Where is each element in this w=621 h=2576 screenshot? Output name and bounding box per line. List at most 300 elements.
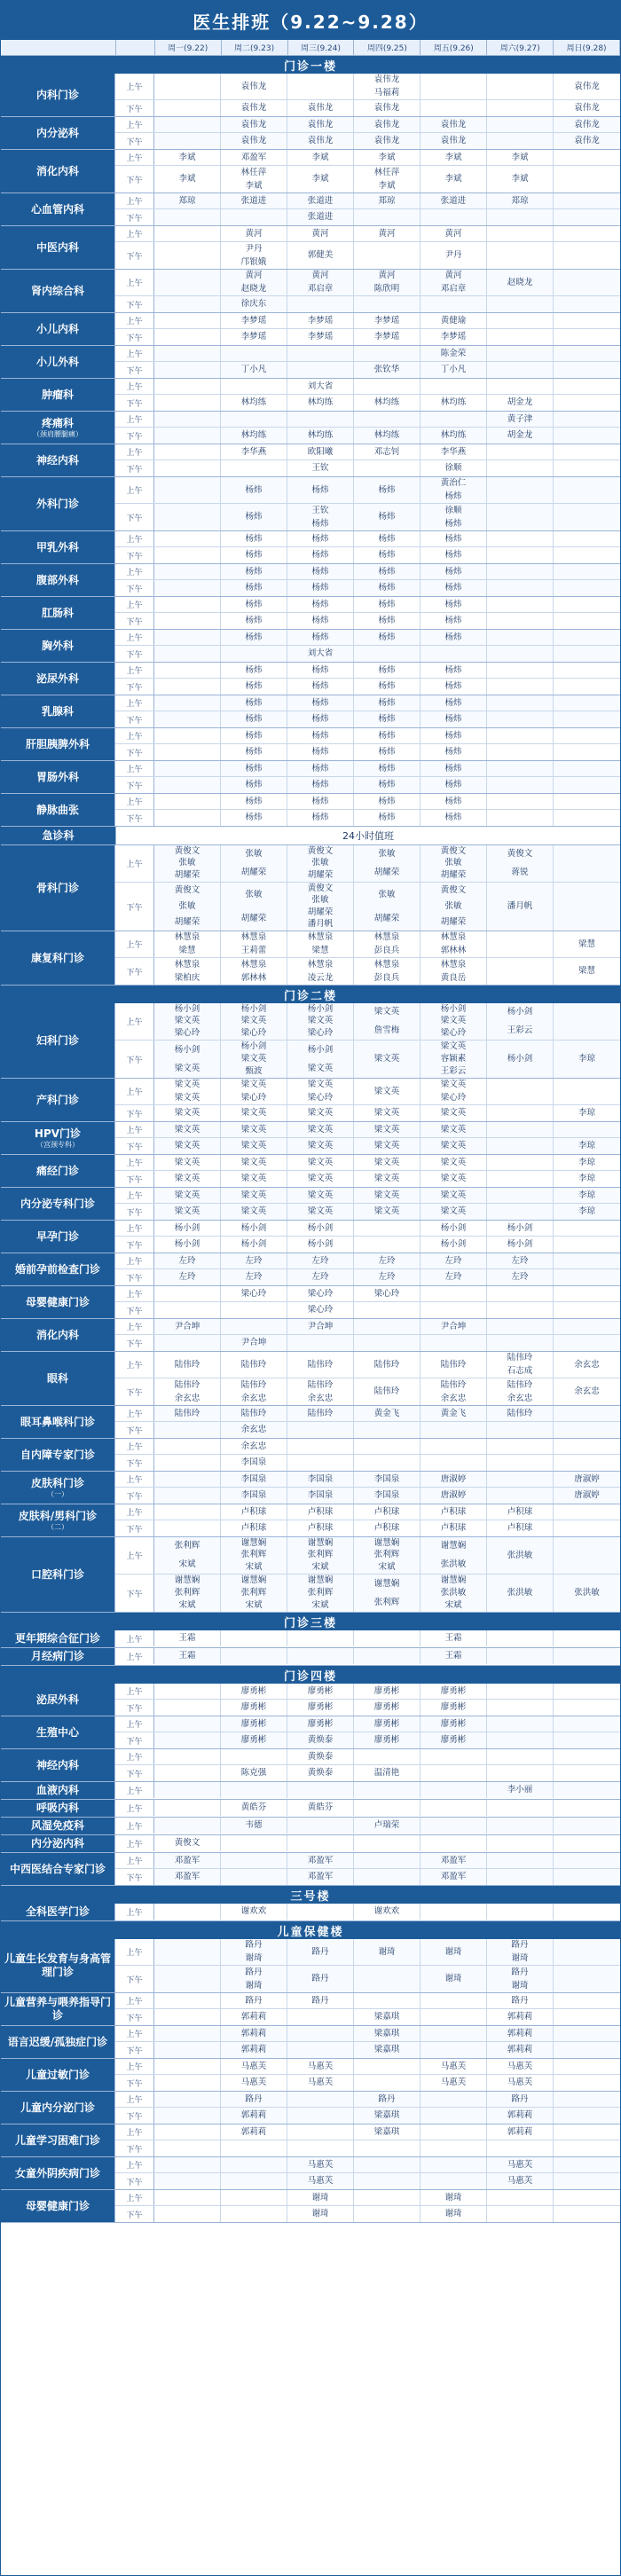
doctor-name[interactable]: 谢慧娴	[174, 1575, 200, 1585]
doctor-name[interactable]: 郭林林	[440, 945, 467, 955]
doctor-name[interactable]: 杨炜	[245, 730, 263, 741]
doctor-name[interactable]: 梁文英	[307, 1063, 334, 1073]
doctor-name[interactable]: 邓盈军	[240, 152, 267, 162]
doctor-name[interactable]: 胡金龙	[507, 430, 533, 440]
doctor-name[interactable]: 杨炜	[378, 533, 396, 544]
doctor-name[interactable]: 林慧泉	[373, 959, 400, 970]
doctor-name[interactable]: 陆伟玲	[307, 1408, 334, 1418]
doctor-name[interactable]: 梁文英	[240, 1124, 267, 1135]
doctor-name[interactable]: 李梦瑶	[307, 315, 334, 326]
doctor-name[interactable]: 邓盈军	[174, 1855, 200, 1865]
doctor-name[interactable]: 陆伟玲	[373, 1359, 400, 1370]
doctor-name[interactable]: 卢积球	[440, 1506, 467, 1517]
doctor-name[interactable]: 左玲	[378, 1255, 396, 1266]
doctor-name[interactable]: 王霜	[178, 1633, 196, 1643]
doctor-name[interactable]: 杨炜	[444, 796, 462, 806]
doctor-name[interactable]: 余玄忠	[240, 1425, 267, 1434]
doctor-name[interactable]: 杨炜	[378, 664, 396, 675]
doctor-name[interactable]: 梁心玲	[307, 1305, 334, 1315]
doctor-name[interactable]: 谢慧娴	[373, 1578, 400, 1589]
doctor-name[interactable]: 梁心玲	[240, 1092, 267, 1103]
doctor-name[interactable]: 唐淑婷	[440, 1490, 467, 1500]
doctor-name[interactable]: 谢慧娴	[440, 1575, 467, 1585]
doctor-name[interactable]: 杨小剑	[240, 1003, 267, 1014]
doctor-name[interactable]: 左玲	[511, 1255, 529, 1266]
doctor-name[interactable]: 路丹	[245, 1967, 263, 1977]
doctor-name[interactable]: 陆伟玲	[240, 1359, 267, 1370]
doctor-name[interactable]: 胡耀荣	[174, 917, 200, 927]
doctor-name[interactable]: 林均练	[373, 430, 400, 440]
doctor-name[interactable]: 杨炜	[245, 533, 263, 544]
doctor-name[interactable]: 李国泉	[240, 1457, 267, 1467]
doctor-name[interactable]: 陈金荣	[440, 348, 467, 358]
doctor-name[interactable]: 王霜	[444, 1633, 462, 1643]
doctor-name[interactable]: 袁伟龙	[307, 119, 334, 130]
doctor-name[interactable]: 黄健瑜	[440, 315, 467, 326]
doctor-name[interactable]: 马惠芙	[507, 2176, 533, 2186]
doctor-name[interactable]: 陆伟玲	[174, 1359, 200, 1370]
doctor-name[interactable]: 路丹	[311, 1974, 329, 1983]
doctor-name[interactable]: 梁文英	[240, 1054, 267, 1064]
doctor-name[interactable]: 路丹	[245, 1940, 263, 1951]
doctor-name[interactable]: 马惠芙	[307, 2159, 334, 2170]
doctor-name[interactable]: 梁文英	[307, 1108, 334, 1118]
doctor-name[interactable]: 李华燕	[240, 446, 267, 457]
doctor-name[interactable]: 郭莉莉	[240, 2028, 267, 2038]
doctor-name[interactable]: 梁文英	[440, 1108, 467, 1118]
doctor-name[interactable]: 余玄忠	[507, 1393, 533, 1403]
doctor-name[interactable]: 杨炜	[245, 747, 263, 757]
doctor-name[interactable]: 余玄忠	[174, 1393, 200, 1403]
doctor-name[interactable]: 马惠芙	[507, 2159, 533, 2170]
doctor-name[interactable]: 路丹	[245, 1995, 263, 2006]
doctor-name[interactable]: 杨炜	[311, 681, 329, 691]
doctor-name[interactable]: 梁文英	[373, 1108, 400, 1118]
doctor-name[interactable]: 梁心玲	[174, 1028, 200, 1039]
doctor-name[interactable]: 黄焕泰	[307, 1735, 334, 1745]
doctor-name[interactable]: 梁心玲	[307, 1092, 334, 1103]
doctor-name[interactable]: 李琼	[578, 1190, 595, 1200]
doctor-name[interactable]: 梁文英	[307, 1141, 334, 1151]
doctor-name[interactable]: 杨炜	[311, 747, 329, 757]
doctor-name[interactable]: 李梦瑶	[240, 315, 267, 326]
doctor-name[interactable]: 谢琦	[511, 1980, 529, 1991]
doctor-name[interactable]: 杨炜	[311, 632, 329, 642]
doctor-name[interactable]: 郭莉莉	[240, 2126, 267, 2137]
doctor-name[interactable]: 梁文英	[240, 1190, 267, 1200]
doctor-name[interactable]: 杨炜	[311, 780, 329, 789]
doctor-name[interactable]: 李小丽	[507, 1785, 533, 1795]
doctor-name[interactable]: 杨炜	[311, 518, 329, 529]
doctor-name[interactable]: 杨小剑	[440, 1003, 467, 1014]
doctor-name[interactable]: 郑琼	[178, 195, 196, 206]
doctor-name[interactable]: 梁慧	[178, 945, 196, 955]
doctor-name[interactable]: 左玲	[245, 1272, 263, 1282]
doctor-name[interactable]: 杨炜	[444, 780, 462, 789]
doctor-name[interactable]: 梁文英	[307, 1206, 334, 1216]
doctor-name[interactable]: 陆伟玲	[440, 1379, 467, 1390]
doctor-name[interactable]: 梁嘉琪	[373, 2028, 400, 2038]
doctor-name[interactable]: 郭莉莉	[240, 2045, 267, 2054]
doctor-name[interactable]: 谢琦	[444, 2209, 462, 2219]
doctor-name[interactable]: 梁心玲	[440, 1092, 467, 1103]
doctor-name[interactable]: 梁文英	[373, 1086, 400, 1096]
doctor-name[interactable]: 杨炜	[444, 518, 462, 529]
doctor-name[interactable]: 宋斌	[311, 1562, 329, 1573]
doctor-name[interactable]: 林均练	[240, 397, 267, 407]
doctor-name[interactable]: 杨炜	[378, 484, 396, 495]
doctor-name[interactable]: 邓盈军	[307, 1872, 334, 1881]
doctor-name[interactable]: 杨小剑	[307, 1044, 334, 1055]
doctor-name[interactable]: 黄金飞	[373, 1408, 400, 1418]
doctor-name[interactable]: 路丹	[311, 1946, 329, 1957]
doctor-name[interactable]: 杨炜	[444, 697, 462, 708]
doctor-name[interactable]: 马福莉	[373, 87, 400, 98]
doctor-name[interactable]: 马惠芙	[240, 2061, 267, 2071]
doctor-name[interactable]: 张敏	[311, 858, 329, 868]
doctor-name[interactable]: 黄焕泰	[307, 1768, 334, 1778]
doctor-name[interactable]: 卢积球	[240, 1506, 267, 1517]
doctor-name[interactable]: 谢琦	[444, 1974, 462, 1983]
doctor-name[interactable]: 袁伟龙	[574, 103, 600, 113]
doctor-name[interactable]: 杨炜	[378, 599, 396, 609]
doctor-name[interactable]: 李斌	[245, 180, 263, 191]
doctor-name[interactable]: 谢琦	[311, 2209, 329, 2219]
doctor-name[interactable]: 梁文英	[373, 1141, 400, 1151]
doctor-name[interactable]: 左玲	[444, 1255, 462, 1266]
doctor-name[interactable]: 林慧泉	[174, 932, 200, 943]
doctor-name[interactable]: 张洪敏	[574, 1588, 600, 1598]
doctor-name[interactable]: 张利辉	[373, 1550, 400, 1560]
doctor-name[interactable]: 黄焕泰	[307, 1751, 334, 1762]
doctor-name[interactable]: 李琼	[578, 1157, 595, 1167]
doctor-name[interactable]: 梁文英	[240, 1141, 267, 1151]
doctor-name[interactable]: 郭莉莉	[507, 2126, 533, 2137]
doctor-name[interactable]: 马惠芙	[440, 2061, 467, 2071]
doctor-name[interactable]: 路丹	[511, 2093, 529, 2104]
doctor-name[interactable]: 张敏	[444, 901, 462, 911]
doctor-name[interactable]: 王彩云	[507, 1025, 533, 1035]
doctor-name[interactable]: 张利辉	[307, 1550, 334, 1560]
doctor-name[interactable]: 宋斌	[311, 1600, 329, 1610]
doctor-name[interactable]: 林慧泉	[307, 932, 334, 943]
doctor-name[interactable]: 卢积球	[507, 1506, 533, 1517]
doctor-name[interactable]: 胡耀荣	[240, 913, 267, 923]
doctor-name[interactable]: 胡耀荣	[440, 870, 467, 881]
doctor-name[interactable]: 郭莉莉	[507, 2110, 533, 2120]
doctor-name[interactable]: 杨炜	[245, 714, 263, 724]
doctor-name[interactable]: 丁小凡	[240, 365, 267, 374]
doctor-name[interactable]: 谢慧娴	[373, 1537, 400, 1548]
doctor-name[interactable]: 黄俊文	[174, 1838, 200, 1848]
doctor-name[interactable]: 林慧泉	[240, 932, 267, 943]
doctor-name[interactable]: 杨炜	[311, 533, 329, 544]
doctor-name[interactable]: 尹合坤	[307, 1321, 334, 1331]
doctor-name[interactable]: 宋斌	[178, 1600, 196, 1610]
doctor-name[interactable]: 杨炜	[444, 747, 462, 757]
doctor-name[interactable]: 马惠芙	[440, 2077, 467, 2087]
doctor-name[interactable]: 梁文英	[307, 1157, 334, 1167]
doctor-name[interactable]: 路丹	[511, 1995, 529, 2006]
doctor-name[interactable]: 刘大省	[307, 381, 334, 391]
doctor-name[interactable]: 杨炜	[245, 616, 263, 625]
doctor-name[interactable]: 杨炜	[378, 796, 396, 806]
doctor-name[interactable]: 胡金龙	[507, 397, 533, 407]
doctor-name[interactable]: 杨小剑	[174, 1003, 200, 1014]
doctor-name[interactable]: 黄子津	[507, 413, 533, 424]
doctor-name[interactable]: 郭莉莉	[507, 2045, 533, 2054]
doctor-name[interactable]: 梁嘉琪	[373, 2126, 400, 2137]
doctor-name[interactable]: 林慧泉	[373, 932, 400, 943]
doctor-name[interactable]: 梁文英	[440, 1174, 467, 1183]
doctor-name[interactable]: 袁伟龙	[440, 136, 467, 145]
doctor-name[interactable]: 杨炜	[245, 512, 263, 522]
doctor-name[interactable]: 谢慧娴	[307, 1537, 334, 1548]
doctor-name[interactable]: 杨炜	[378, 681, 396, 691]
doctor-name[interactable]: 梁文英	[240, 1157, 267, 1167]
doctor-name[interactable]: 凌云龙	[307, 972, 334, 983]
doctor-name[interactable]: 杨炜	[444, 632, 462, 642]
doctor-name[interactable]: 卢积球	[373, 1506, 400, 1517]
doctor-name[interactable]: 卢积球	[507, 1523, 533, 1533]
doctor-name[interactable]: 梁文英	[307, 1016, 334, 1026]
doctor-name[interactable]: 胡耀荣	[307, 870, 334, 881]
doctor-name[interactable]: 郑琼	[511, 195, 529, 206]
doctor-name[interactable]: 李斌	[178, 174, 196, 184]
doctor-name[interactable]: 杨炜	[311, 664, 329, 675]
doctor-name[interactable]: 杨炜	[444, 533, 462, 544]
doctor-name[interactable]: 梁文英	[240, 1108, 267, 1118]
doctor-name[interactable]: 林均练	[307, 430, 334, 440]
doctor-name[interactable]: 梁心玲	[240, 1288, 267, 1299]
doctor-name[interactable]: 王莉蕾	[240, 945, 267, 955]
doctor-name[interactable]: 张洪敏	[507, 1588, 533, 1598]
doctor-name[interactable]: 陆伟玲	[240, 1379, 267, 1390]
doctor-name[interactable]: 詹雪梅	[373, 1025, 400, 1035]
doctor-name[interactable]: 杨小剑	[440, 1222, 467, 1233]
doctor-name[interactable]: 张利辉	[307, 1588, 334, 1598]
doctor-name[interactable]: 廖勇彬	[373, 1718, 400, 1729]
doctor-name[interactable]: 梁文英	[240, 1016, 267, 1026]
doctor-name[interactable]: 廖勇彬	[440, 1702, 467, 1712]
doctor-name[interactable]: 左玲	[311, 1272, 329, 1282]
doctor-name[interactable]: 袁伟龙	[240, 103, 267, 113]
doctor-name[interactable]: 卢积球	[440, 1523, 467, 1533]
doctor-name[interactable]: 梁嘉琪	[373, 2045, 400, 2054]
doctor-name[interactable]: 廖勇彬	[240, 1702, 267, 1712]
doctor-name[interactable]: 杨炜	[444, 599, 462, 609]
doctor-name[interactable]: 卢瑞荣	[373, 1820, 400, 1830]
doctor-name[interactable]: 余玄忠	[574, 1359, 600, 1370]
doctor-name[interactable]: 余玄忠	[440, 1393, 467, 1403]
doctor-name[interactable]: 谢琦	[444, 2192, 462, 2203]
doctor-name[interactable]: 黄河	[444, 228, 462, 239]
doctor-name[interactable]: 陆伟玲	[373, 1386, 400, 1396]
doctor-name[interactable]: 李琼	[578, 1206, 595, 1216]
doctor-name[interactable]: 杨炜	[378, 730, 396, 741]
doctor-name[interactable]: 李斌	[311, 174, 329, 184]
doctor-name[interactable]: 郭莉莉	[507, 2028, 533, 2038]
doctor-name[interactable]: 陆伟玲	[174, 1408, 200, 1418]
doctor-name[interactable]: 陈欣明	[373, 283, 400, 294]
doctor-name[interactable]: 袁伟龙	[373, 75, 400, 85]
doctor-name[interactable]: 杨小剑	[440, 1239, 467, 1249]
doctor-name[interactable]: 张道进	[240, 195, 267, 206]
doctor-name[interactable]: 余玄忠	[240, 1393, 267, 1403]
doctor-name[interactable]: 李斌	[444, 174, 462, 184]
doctor-name[interactable]: 袁伟龙	[574, 119, 600, 130]
doctor-name[interactable]: 谢琦	[444, 1946, 462, 1957]
doctor-name[interactable]: 宋斌	[245, 1562, 263, 1573]
doctor-name[interactable]: 王霜	[444, 1651, 462, 1661]
doctor-name[interactable]: 林慧泉	[240, 959, 267, 970]
doctor-name[interactable]: 廖勇彬	[373, 1702, 400, 1712]
doctor-name[interactable]: 李国泉	[307, 1490, 334, 1500]
doctor-name[interactable]: 袁伟龙	[240, 119, 267, 130]
doctor-name[interactable]: 胡耀荣	[440, 917, 467, 927]
doctor-name[interactable]: 赵晓龙	[240, 283, 267, 294]
doctor-name[interactable]: 林均练	[373, 397, 400, 407]
doctor-name[interactable]: 杨炜	[378, 747, 396, 757]
doctor-name[interactable]: 梁心玲	[307, 1288, 334, 1299]
doctor-name[interactable]: 唐淑婷	[574, 1490, 600, 1500]
doctor-name[interactable]: 杨炜	[245, 664, 263, 675]
doctor-name[interactable]: 李梦瑶	[373, 332, 400, 342]
doctor-name[interactable]: 丁小凡	[440, 365, 467, 374]
doctor-name[interactable]: 徐顺	[444, 463, 462, 473]
doctor-name[interactable]: 张道进	[440, 195, 467, 206]
doctor-name[interactable]: 李斌	[511, 174, 529, 184]
doctor-name[interactable]: 梁文英	[174, 1124, 200, 1135]
doctor-name[interactable]: 梁文英	[373, 1054, 400, 1064]
doctor-name[interactable]: 陆伟玲	[307, 1379, 334, 1390]
doctor-name[interactable]: 梁文英	[307, 1124, 334, 1135]
doctor-name[interactable]: 李斌	[378, 152, 396, 162]
doctor-name[interactable]: 杨炜	[444, 681, 462, 691]
doctor-name[interactable]: 余玄忠	[240, 1441, 267, 1451]
doctor-name[interactable]: 梁文英	[174, 1190, 200, 1200]
doctor-name[interactable]: 杨炜	[378, 813, 396, 822]
doctor-name[interactable]: 梁文英	[174, 1080, 200, 1090]
doctor-name[interactable]: 路丹	[245, 2093, 263, 2104]
doctor-name[interactable]: 杨炜	[378, 763, 396, 774]
doctor-name[interactable]: 梁文英	[440, 1080, 467, 1090]
doctor-name[interactable]: 张敏	[378, 889, 396, 899]
doctor-name[interactable]: 韦德	[245, 1820, 263, 1830]
doctor-name[interactable]: 梁柏庆	[174, 972, 200, 983]
doctor-name[interactable]: 杨炜	[245, 484, 263, 495]
doctor-name[interactable]: 杨小剑	[240, 1222, 267, 1233]
doctor-name[interactable]: 梁文英	[440, 1124, 467, 1135]
doctor-name[interactable]: 袁伟龙	[373, 136, 400, 145]
doctor-name[interactable]: 廖勇彬	[307, 1702, 334, 1712]
doctor-name[interactable]: 马惠芙	[307, 2061, 334, 2071]
doctor-name[interactable]: 宋斌	[378, 1562, 396, 1573]
doctor-name[interactable]: 梁嘉琪	[373, 2110, 400, 2120]
doctor-name[interactable]: 杨小剑	[507, 1222, 533, 1233]
doctor-name[interactable]: 杨炜	[245, 763, 263, 774]
doctor-name[interactable]: 杨小剑	[307, 1003, 334, 1014]
doctor-name[interactable]: 胡耀荣	[174, 870, 200, 881]
doctor-name[interactable]: 林慧泉	[440, 932, 467, 943]
doctor-name[interactable]: 赵晓龙	[507, 277, 533, 287]
doctor-name[interactable]: 杨小剑	[507, 1239, 533, 1249]
doctor-name[interactable]: 杨炜	[378, 550, 396, 560]
doctor-name[interactable]: 袁伟龙	[373, 103, 400, 113]
doctor-name[interactable]: 谢琦	[378, 1946, 396, 1957]
doctor-name[interactable]: 黄俊文	[507, 849, 533, 860]
doctor-name[interactable]: 李斌	[378, 180, 396, 191]
doctor-name[interactable]: 梁文英	[174, 1141, 200, 1151]
doctor-name[interactable]: 杨炜	[245, 780, 263, 789]
doctor-name[interactable]: 黄俊文	[174, 845, 200, 856]
doctor-name[interactable]: 梁慧	[578, 966, 595, 976]
doctor-name[interactable]: 梁文英	[440, 1141, 467, 1151]
doctor-name[interactable]: 杨小剑	[174, 1239, 200, 1249]
doctor-name[interactable]: 黄皓芬	[240, 1802, 267, 1812]
doctor-name[interactable]: 张利辉	[240, 1588, 267, 1598]
doctor-name[interactable]: 甄波	[245, 1066, 263, 1076]
doctor-name[interactable]: 梁文英	[373, 1124, 400, 1135]
doctor-name[interactable]: 林任萍	[240, 167, 267, 177]
doctor-name[interactable]: 杨小剑	[307, 1222, 334, 1233]
doctor-name[interactable]: 梁文英	[440, 1206, 467, 1216]
doctor-name[interactable]: 张钦华	[373, 365, 400, 374]
doctor-name[interactable]: 李斌	[444, 152, 462, 162]
doctor-name[interactable]: 邓启章	[440, 283, 467, 294]
doctor-name[interactable]: 彭良兵	[373, 945, 400, 955]
doctor-name[interactable]: 廖勇彬	[240, 1718, 267, 1729]
doctor-name[interactable]: 杨炜	[378, 583, 396, 593]
doctor-name[interactable]: 李华燕	[440, 446, 467, 457]
doctor-name[interactable]: 马惠芙	[240, 2077, 267, 2087]
doctor-name[interactable]: 郭健美	[307, 250, 334, 260]
doctor-name[interactable]: 李梦瑶	[307, 332, 334, 342]
doctor-name[interactable]: 梁文英	[174, 1206, 200, 1216]
doctor-name[interactable]: 谢琦	[245, 1980, 263, 1991]
doctor-name[interactable]: 杨炜	[378, 780, 396, 789]
doctor-name[interactable]: 左玲	[245, 1255, 263, 1266]
doctor-name[interactable]: 谢慧娴	[240, 1575, 267, 1585]
doctor-name[interactable]: 黄河	[245, 228, 263, 239]
doctor-name[interactable]: 卢积球	[373, 1523, 400, 1533]
doctor-name[interactable]: 杨小剑	[240, 1041, 267, 1051]
doctor-name[interactable]: 杨炜	[311, 813, 329, 822]
doctor-name[interactable]: 黄河	[245, 271, 263, 281]
doctor-name[interactable]: 王钦	[311, 463, 329, 473]
doctor-name[interactable]: 左玲	[444, 1272, 462, 1282]
doctor-name[interactable]: 陆伟玲	[174, 1379, 200, 1390]
doctor-name[interactable]: 袁伟龙	[373, 119, 400, 130]
doctor-name[interactable]: 邓盈军	[440, 1855, 467, 1865]
doctor-name[interactable]: 李琼	[578, 1108, 595, 1118]
doctor-name[interactable]: 彭良兵	[373, 972, 400, 983]
doctor-name[interactable]: 邓盈军	[174, 1872, 200, 1881]
doctor-name[interactable]: 杨小剑	[174, 1044, 200, 1055]
doctor-name[interactable]: 李斌	[311, 152, 329, 162]
doctor-name[interactable]: 林均练	[240, 430, 267, 440]
doctor-name[interactable]: 杨炜	[311, 484, 329, 495]
doctor-name[interactable]: 梁心玲	[373, 1288, 400, 1299]
doctor-name[interactable]: 余玄忠	[574, 1386, 600, 1396]
doctor-name[interactable]: 卢积球	[307, 1523, 334, 1533]
doctor-name[interactable]: 林任萍	[373, 167, 400, 177]
doctor-name[interactable]: 谢欢欢	[373, 1906, 400, 1916]
doctor-name[interactable]: 黄金飞	[440, 1408, 467, 1418]
doctor-name[interactable]: 梁文英	[373, 1007, 400, 1017]
doctor-name[interactable]: 杨炜	[444, 664, 462, 675]
doctor-name[interactable]: 陆伟玲	[307, 1359, 334, 1370]
